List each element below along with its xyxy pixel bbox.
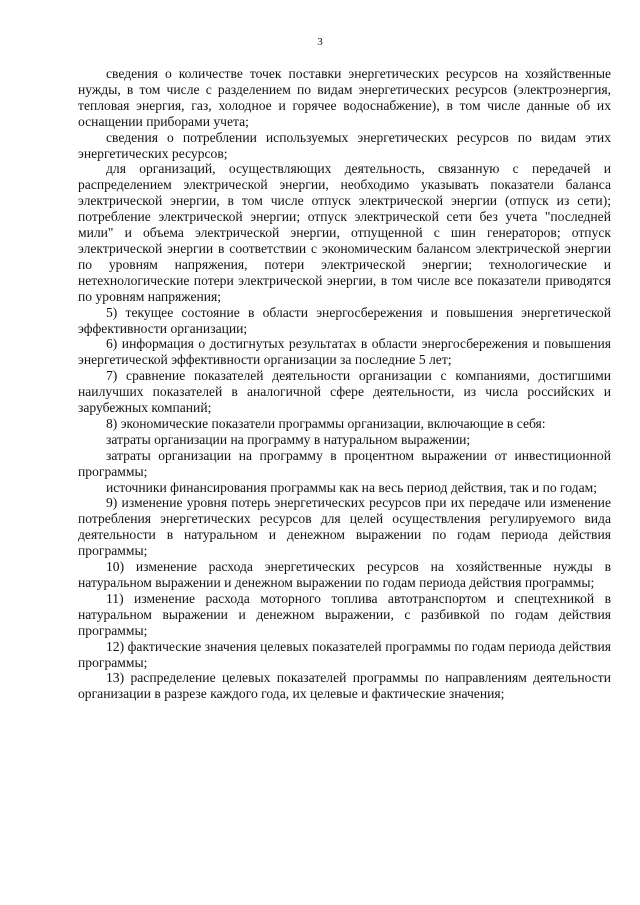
paragraph: 7) сравнение показателей деятельности организации с компаниями, достигшими наилучших показателей в аналогичной сфере деятельности, из числа российских и зарубежных компаний;: [78, 368, 611, 416]
document-body: [78, 66, 611, 702]
paragraph: 11) изменение расхода моторного топлива автотранспортом и спецтехникой в натуральном выражении и денежном выражении, с разбивкой по годам действия программы;: [78, 590, 611, 638]
paragraph: источники финансирования программы как на весь период действия, так и по годам;: [106, 479, 598, 495]
paragraph: затраты организации на программу в натуральном выражении;: [106, 431, 471, 447]
paragraph: 6) информация о достигнутых результатах в области энергосбережения и повышения энергетической эффективности организации за последние 5 лет;: [78, 336, 611, 368]
paragraph: сведения о потреблении используемых энергетических ресурсов по видам этих энергетических ресурсов;: [78, 129, 611, 161]
paragraph: для организаций, осуществляющих деятельность, связанную с передачей и распределением электрической энергии, необходимо указывать показатели баланса электрической энергии, в том числе отпуск электрической энергии (отпуск из сети); потребление электрической энергии; отпуск электрической сети без учета "последней мили" и объема электрической энергии, отпущенной с шин генераторов; отпуск электрической энергии в соответствии с экономическим балансом электрической энергии по уровням напряжения, потери электрической энергии; технологические и нетехнологические потери электрической энергии, в том числе все показатели приводятся по уровням напряжения;: [78, 161, 611, 304]
paragraph: 10) изменение расхода энергетических ресурсов на хозяйственные нужды в натуральном выражении и денежном выражении по годам периода действия программы;: [78, 559, 611, 590]
paragraph: 8) экономические показатели программы организации, включающие в себя:: [106, 415, 546, 431]
paragraph: сведения о количестве точек поставки энергетических ресурсов на хозяйственные нужды, в том числе с разделением по видам энергетических ресурсов (электроэнергия, тепловая энергия, газ, холодное и горячее водоснабжение), в том числе данные об их оснащении приборами учета;: [78, 66, 611, 129]
paragraph: 13) распределение целевых показателей программы по направлениям деятельности организации в разрезе каждого года, их целевые и фактические значения;: [78, 670, 611, 702]
paragraph: 12) фактические значения целевых показателей программы по годам периода действия программы;: [78, 638, 611, 670]
paragraph: 9) изменение уровня потерь энергетических ресурсов при их передаче или изменение потребления энергетических ресурсов для целей осуществления регулируемого вида деятельности в натуральном и денежном выражении по годам периода действия программы;: [78, 495, 611, 559]
page-number: 3: [317, 36, 323, 48]
paragraph: затраты организации на программу в процентном выражении от инвестиционной программы;: [78, 447, 611, 479]
paragraph: 5) текущее состояние в области энергосбережения и повышения энергетической эффективности организации;: [78, 304, 611, 336]
